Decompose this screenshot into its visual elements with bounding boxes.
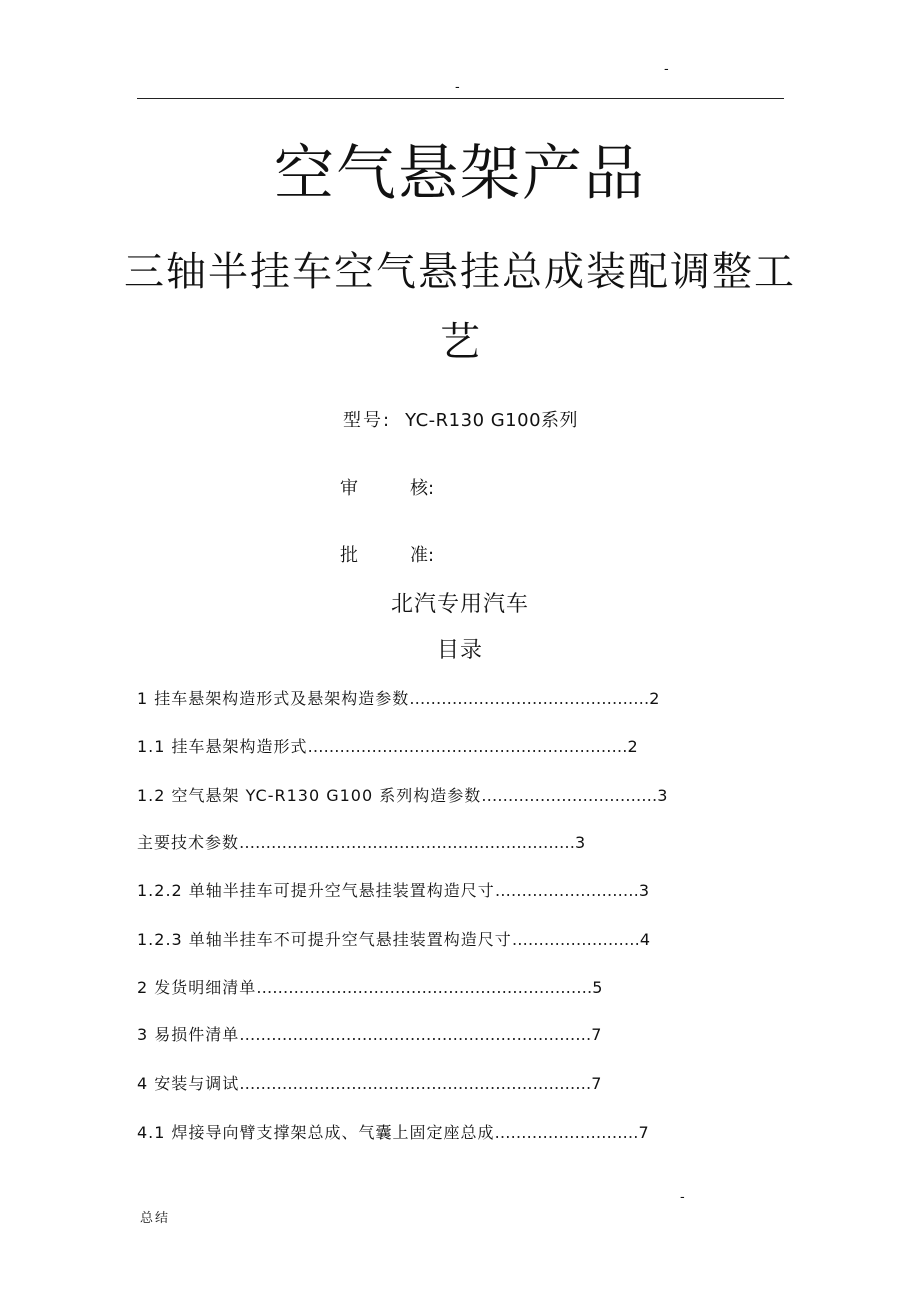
toc-entry-title: 4 安装与调试 bbox=[137, 1074, 240, 1093]
toc-entry-page: 5 bbox=[592, 978, 604, 997]
toc-entry-title: 主要技术参数 bbox=[137, 833, 240, 852]
toc-entry-title: 1.1 挂车悬架构造形式 bbox=[137, 737, 308, 756]
model-line bbox=[343, 408, 578, 434]
toc-entry-title: 3 易损件清单 bbox=[137, 1025, 240, 1044]
toc-entry[interactable] bbox=[137, 832, 586, 854]
toc-entry[interactable] bbox=[137, 880, 650, 902]
toc-entry[interactable] bbox=[137, 736, 639, 758]
approve-line bbox=[340, 543, 434, 569]
toc-entry-leader: ……………………………………… bbox=[409, 689, 650, 708]
toc-entry-page: 3 bbox=[638, 881, 650, 900]
header-rule bbox=[137, 98, 784, 99]
toc-entry-title: 1.2 空气悬架 YC-R130 G100 系列构造参数 bbox=[137, 786, 482, 805]
model-value: YC-R130 G100系列 bbox=[405, 410, 579, 431]
toc-entry-title: 1 挂车悬架构造形式及悬架构造参数 bbox=[137, 689, 410, 708]
toc-entry[interactable] bbox=[137, 1073, 602, 1095]
header-dash-right: - bbox=[664, 62, 669, 77]
toc-entry-leader: ………………………………………………………… bbox=[239, 1025, 592, 1044]
toc-entry-leader: ……………………… bbox=[494, 881, 639, 900]
toc-heading: 目录 bbox=[436, 638, 483, 663]
toc-entry[interactable] bbox=[137, 1024, 602, 1046]
review-label-char2: 核: bbox=[410, 478, 435, 499]
review-label-char1: 审 bbox=[340, 478, 358, 499]
toc-entry-page: 4 bbox=[639, 930, 651, 949]
toc-entry[interactable] bbox=[137, 688, 660, 710]
footer-label: 总结 bbox=[140, 1211, 171, 1226]
toc-entry-leader: ……………………………………………………… bbox=[239, 833, 576, 852]
model-label: 型号: bbox=[343, 410, 392, 431]
toc-entry-page: 2 bbox=[627, 737, 639, 756]
toc-entry-title: 1.2.2 单轴半挂车可提升空气悬挂装置构造尺寸 bbox=[137, 881, 495, 900]
company-name: 北汽专用汽车 bbox=[390, 592, 529, 617]
toc-entry-title: 2 发货明细清单 bbox=[137, 978, 257, 997]
approve-label-char2: 准: bbox=[410, 545, 435, 566]
toc-entry-page: 7 bbox=[591, 1074, 603, 1093]
approve-label-char1: 批 bbox=[340, 545, 358, 566]
toc-entry-page: 7 bbox=[638, 1123, 650, 1142]
toc-entry[interactable] bbox=[137, 977, 603, 999]
document-title: 空气悬架产品 bbox=[274, 139, 646, 209]
toc-entry[interactable] bbox=[137, 1122, 650, 1144]
toc-entry[interactable] bbox=[137, 785, 668, 807]
toc-entry[interactable] bbox=[137, 929, 651, 951]
footer-dash: - bbox=[680, 1190, 685, 1205]
toc-entry-title: 4.1 焊接导向臂支撑架总成、气囊上固定座总成 bbox=[137, 1123, 495, 1142]
toc-entry-page: 2 bbox=[649, 689, 661, 708]
toc-entry-leader: …………………………… bbox=[481, 786, 658, 805]
toc-entry-title: 1.2.3 单轴半挂车不可提升空气悬挂装置构造尺寸 bbox=[137, 930, 512, 949]
toc-entry-page: 7 bbox=[591, 1025, 603, 1044]
toc-entry-leader: ………………………………………………………… bbox=[239, 1074, 592, 1093]
toc-entry-page: 3 bbox=[657, 786, 669, 805]
toc-entry-page: 3 bbox=[575, 833, 587, 852]
review-line bbox=[340, 476, 434, 502]
toc-entry-leader: ……………………………………………………… bbox=[256, 978, 593, 997]
header-dash-center: - bbox=[455, 80, 460, 95]
toc-entry-leader: …………………… bbox=[511, 930, 640, 949]
document-subtitle-line2: 艺 bbox=[440, 319, 480, 365]
toc-entry-leader: ……………………… bbox=[494, 1123, 639, 1142]
toc-entry-leader: …………………………………………………… bbox=[307, 737, 628, 756]
document-subtitle-line1: 三轴半挂车空气悬挂总成装配调整工 bbox=[124, 249, 796, 295]
